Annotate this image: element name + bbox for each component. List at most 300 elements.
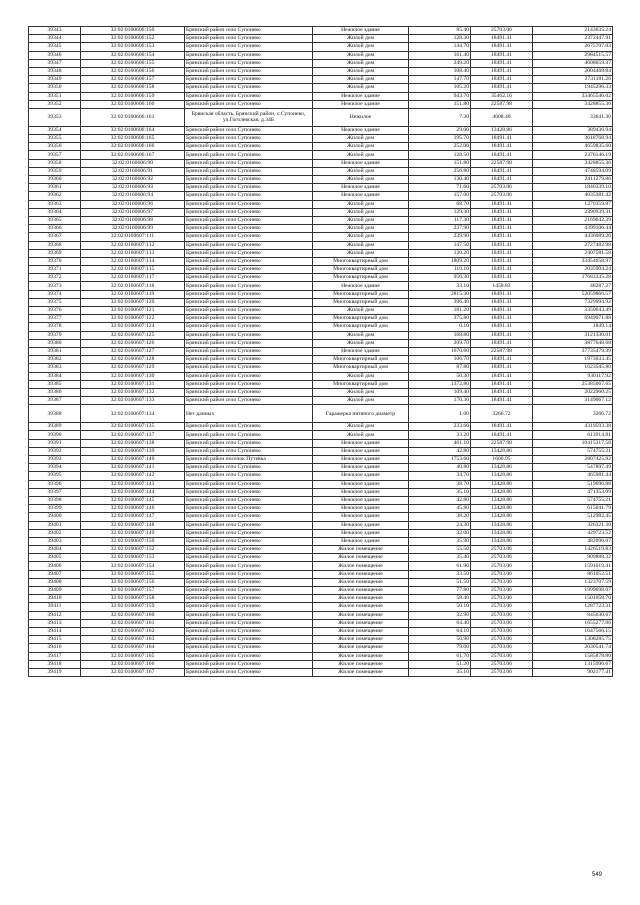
cadastral-number-cell: 32:02:0160607:115 (81, 266, 185, 274)
cadastral-value-cell: 1308285.75 (533, 636, 613, 644)
table-row (29, 84, 613, 92)
cadastral-value-cell: 4399106.44 (533, 225, 613, 233)
cadastral-value-cell: 1270359.87 (533, 200, 613, 208)
row-number-cell: 39417 (29, 652, 81, 660)
specific-value-cell: 18491.41 (471, 388, 533, 396)
area-cell: 79.00 (409, 644, 471, 652)
area-cell: 1670.60 (409, 347, 471, 355)
area-cell: 1809.20 (409, 257, 471, 265)
table-row (29, 208, 613, 216)
table-row (29, 397, 613, 405)
specific-value-cell: 18491.41 (471, 241, 533, 249)
cadastral-value-cell: 4035381.42 (533, 192, 613, 200)
specific-value-cell: 18491.41 (471, 339, 533, 347)
area-cell: 61.90 (409, 562, 471, 570)
specific-value-cell: 18491.41 (471, 151, 533, 159)
object-type-cell: Нежилое здание (313, 513, 409, 521)
row-number-cell: 39400 (29, 513, 81, 521)
object-type-cell: Многоквартирный дом (313, 290, 409, 298)
table-row (29, 380, 613, 388)
object-type-cell: Жилой дом (313, 208, 409, 216)
specific-value-cell: 1600.95 (471, 456, 533, 464)
cadastral-number-cell: 32:02:0160607:142 (81, 472, 185, 480)
area-cell: 108.40 (409, 67, 471, 75)
table-row (29, 233, 613, 241)
table-row (29, 76, 613, 84)
row-number-cell: 39403 (29, 537, 81, 545)
area-cell: 1372.80 (409, 380, 471, 388)
cadastral-number-cell: 32:02:0160606:93 (81, 184, 185, 192)
row-number-cell: 39394 (29, 464, 81, 472)
cadastral-number-cell: 32:02:0160607:134 (81, 405, 185, 423)
object-type-cell: Жилой дом (313, 59, 409, 67)
cadastral-number-cell: 32:02:0160606:161 (81, 108, 185, 126)
table-row (29, 456, 613, 464)
area-cell: 33.20 (409, 431, 471, 439)
table-row (29, 464, 613, 472)
cadastral-number-cell: 32:02:0160606:153 (81, 43, 185, 51)
table-row (29, 347, 613, 355)
object-type-cell: Жилой дом (313, 331, 409, 339)
area-cell: 32.00 (409, 529, 471, 537)
table-row (29, 67, 613, 75)
area-cell: 35.90 (409, 537, 471, 545)
table-row (29, 660, 613, 668)
specific-value-cell: 18491.41 (471, 135, 533, 143)
row-number-cell: 39374 (29, 290, 81, 298)
cadastral-value-cell: 615041.79 (533, 505, 613, 513)
specific-value-cell: 25703.06 (471, 603, 533, 611)
object-type-cell: Многоквартирный дом (313, 364, 409, 372)
row-number-cell: 39353 (29, 108, 81, 126)
cadastral-value-cell: 4319593.38 (533, 423, 613, 431)
area-cell: 58.40 (409, 595, 471, 603)
address-cell: Брянский район село Супонево (185, 578, 313, 586)
table-row (29, 51, 613, 59)
cadastral-number-cell: 32:02:0160607:148 (81, 521, 185, 529)
address-cell: Брянский район село Супонево (185, 331, 313, 339)
address-cell: Брянский район село Супонево (185, 423, 313, 431)
cadastral-value-cell: 326321.30 (533, 521, 613, 529)
cadastral-value-cell: 2411279.86 (533, 176, 613, 184)
row-number-cell: 39368 (29, 241, 81, 249)
address-cell: Брянский район село Супонево (185, 388, 313, 396)
object-type-cell: Нежилое здание (313, 456, 409, 464)
area-cell: 34.70 (409, 472, 471, 480)
specific-value-cell: 25703.06 (471, 611, 533, 619)
cadastral-number-cell: 32:02:0160607:144 (81, 488, 185, 496)
area-cell: 956.30 (409, 274, 471, 282)
object-type-cell: Многоквартирный дом (313, 257, 409, 265)
cadastral-number-cell: 32:02:0160606:156 (81, 67, 185, 75)
object-type-cell: Жилое помещение (313, 611, 409, 619)
area-cell: 1753.60 (409, 456, 471, 464)
object-type-cell: Нежилое здание (313, 159, 409, 167)
address-cell: Брянский район село Супонево (185, 496, 313, 504)
cadastral-value-cell: 7329994.92 (533, 298, 613, 306)
cadastral-value-cell: 6949071.88 (533, 315, 613, 323)
specific-value-cell: 25703.06 (471, 644, 533, 652)
cadastral-number-cell: 32:02:0160606:158 (81, 84, 185, 92)
specific-value-cell: 18491.41 (471, 233, 533, 241)
address-cell: Брянский район село Супонево (185, 537, 313, 545)
cadastral-value-cell: 2030541.74 (533, 644, 613, 652)
row-number-cell: 39383 (29, 364, 81, 372)
cadastral-number-cell: 32:02:0160607:166 (81, 660, 185, 668)
row-number-cell: 39395 (29, 472, 81, 480)
row-number-cell: 39392 (29, 447, 81, 455)
row-number-cell: 39409 (29, 587, 81, 595)
row-number-cell: 39396 (29, 480, 81, 488)
row-number-cell: 39373 (29, 282, 81, 290)
address-cell: Брянский район село Супонево (185, 192, 313, 200)
area-cell: 0.10 (409, 323, 471, 331)
object-type-cell: Жилое помещение (313, 587, 409, 595)
table-row (29, 43, 613, 51)
specific-value-cell: 13428.86 (471, 464, 533, 472)
object-type-cell: Жилой дом (313, 176, 409, 184)
cadastral-value-cell: 1591019.41 (533, 562, 613, 570)
row-number-cell: 39348 (29, 67, 81, 75)
address-cell: Брянский район село Супонево (185, 84, 313, 92)
specific-value-cell: 18491.41 (471, 216, 533, 224)
cadastral-value-cell: 2984515.57 (533, 51, 613, 59)
object-type-cell: Многоквартирный дом (313, 315, 409, 323)
specific-value-cell: 13428.86 (471, 126, 533, 134)
specific-value-cell: 18491.41 (471, 67, 533, 75)
cadastral-number-cell: 32:02:0160607:120 (81, 298, 185, 306)
cadastral-value-cell: 3428855.36 (533, 159, 613, 167)
table-row (29, 578, 613, 586)
specific-value-cell: 25703.06 (471, 546, 533, 554)
table-row (29, 176, 613, 184)
address-cell: Брянский район село Супонево (185, 184, 313, 192)
area-cell: 33.10 (409, 282, 471, 290)
row-number-cell: 39404 (29, 546, 81, 554)
table-row (29, 216, 613, 224)
cadastral-value-cell: 1501058.70 (533, 595, 613, 603)
row-number-cell: 39346 (29, 51, 81, 59)
address-cell: Брянский район село Супонево (185, 364, 313, 372)
address-cell: Брянский район село Супонево (185, 43, 313, 51)
cadastral-value-cell: 2022960.25 (533, 388, 613, 396)
table-row (29, 151, 613, 159)
table-row (29, 108, 613, 126)
table-row (29, 644, 613, 652)
area-cell: 64.10 (409, 627, 471, 635)
object-type-cell: Нежилое здание (313, 464, 409, 472)
object-type-cell: Жилое помещение (313, 578, 409, 586)
area-cell: 195.70 (409, 135, 471, 143)
table-row (29, 100, 613, 108)
area-cell: 35.10 (409, 488, 471, 496)
cadastral-number-cell: 32:02:0160607:128 (81, 356, 185, 364)
address-cell: Брянский район село Супонево (185, 298, 313, 306)
row-number-cell: 39369 (29, 249, 81, 257)
specific-value-cell: 3266.72 (471, 405, 533, 423)
area-cell: 35.10 (409, 668, 471, 676)
row-number-cell: 39408 (29, 578, 81, 586)
object-type-cell: Нежилое (313, 108, 409, 126)
area-cell: 51.50 (409, 578, 471, 586)
area-cell: 106.70 (409, 356, 471, 364)
area-cell: 29.00 (409, 126, 471, 134)
address-cell: Брянский район село Супонево (185, 587, 313, 595)
table-row (29, 488, 613, 496)
specific-value-cell: 18491.41 (471, 143, 533, 151)
specific-value-cell: 18491.41 (471, 423, 533, 431)
cadastral-number-cell: 32:02:0160606:94 (81, 192, 185, 200)
area-cell: 33.50 (409, 570, 471, 578)
specific-value-cell: 35462.16 (471, 92, 533, 100)
address-cell: Брянский район село Супонево (185, 266, 313, 274)
row-number-cell: 39360 (29, 176, 81, 184)
specific-value-cell: 18491.41 (471, 315, 533, 323)
area-cell: 42.80 (409, 496, 471, 504)
row-number-cell: 39372 (29, 274, 81, 282)
cadastral-value-cell: 482096.07 (533, 537, 613, 545)
object-type-cell: Жилой дом (313, 397, 409, 405)
cadastral-value-cell: 2675707.03 (533, 43, 613, 51)
object-type-cell: Нежилое здание (313, 184, 409, 192)
specific-value-cell: 18491.41 (471, 225, 533, 233)
cadastral-number-cell: 32:02:0160606:96 (81, 200, 185, 208)
cadastral-number-cell: 32:02:0160607:117 (81, 274, 185, 282)
specific-value-cell: 13428.86 (471, 472, 533, 480)
area-cell: 55.50 (409, 546, 471, 554)
area-cell: 168.80 (409, 331, 471, 339)
row-number-cell: 39355 (29, 135, 81, 143)
specific-value-cell: 18491.41 (471, 43, 533, 51)
row-number-cell: 39363 (29, 200, 81, 208)
row-number-cell: 39371 (29, 266, 81, 274)
cadastral-value-cell: 3121330.01 (533, 331, 613, 339)
object-type-cell: Нежилое здание (313, 537, 409, 545)
address-cell: Брянский район село Супонево (185, 529, 313, 537)
row-number-cell: 39414 (29, 627, 81, 635)
cadastral-value-cell: 519696.88 (533, 480, 613, 488)
area-cell: 38.70 (409, 480, 471, 488)
row-number-cell: 39399 (29, 505, 81, 513)
object-type-cell: Многоквартирный дом (313, 380, 409, 388)
cadastral-value-cell: 574755.21 (533, 496, 613, 504)
specific-value-cell: 25703.06 (471, 619, 533, 627)
table-row (29, 184, 613, 192)
specific-value-cell: 18491.41 (471, 200, 533, 208)
object-type-cell: Жилой дом (313, 388, 409, 396)
cadastral-value-cell: 33465546.02 (533, 92, 613, 100)
table-row (29, 423, 613, 431)
table-row (29, 266, 613, 274)
address-cell: Брянский район село Супонево (185, 225, 313, 233)
table-row (29, 537, 613, 545)
object-type-cell: Нежилое здание (313, 126, 409, 134)
specific-value-cell: 18491.41 (471, 431, 533, 439)
address-cell: Брянский район село Супонево (185, 159, 313, 167)
row-number-cell: 39384 (29, 372, 81, 380)
row-number-cell: 39382 (29, 356, 81, 364)
specific-value-cell: 25703.06 (471, 554, 533, 562)
table-row (29, 27, 613, 35)
object-type-cell: Жилой дом (313, 43, 409, 51)
area-cell: 128.50 (409, 151, 471, 159)
address-cell: Брянский район село Супонево (185, 660, 313, 668)
object-type-cell: Жилое помещение (313, 595, 409, 603)
specific-value-cell: 22587.98 (471, 100, 533, 108)
row-number-cell: 39365 (29, 216, 81, 224)
address-cell: Брянский район поселок Путевка (185, 456, 313, 464)
address-cell: Брянский район село Супонево (185, 380, 313, 388)
address-cell: Брянский район село Супонево (185, 208, 313, 216)
cadastral-value-cell: 2727482.98 (533, 241, 613, 249)
object-type-cell: Жилой дом (313, 225, 409, 233)
cadastral-number-cell: 32:02:0160606:92 (81, 176, 185, 184)
object-type-cell: Жилой дом (313, 307, 409, 315)
table-row (29, 668, 613, 676)
specific-value-cell: 18491.41 (471, 76, 533, 84)
row-number-cell: 39367 (29, 233, 81, 241)
cadastral-value-cell: 547897.49 (533, 464, 613, 472)
cadastral-value-cell: 25385067.65 (533, 380, 613, 388)
cadastral-number-cell: 32:02:0160607:137 (81, 431, 185, 439)
address-cell: Брянский район село Супонево (185, 356, 313, 364)
row-number-cell: 39405 (29, 554, 81, 562)
object-type-cell: Жилой дом (313, 35, 409, 43)
specific-value-cell: 18491.41 (471, 298, 533, 306)
cadastral-value-cell: 3149067.12 (533, 397, 613, 405)
cadastral-number-cell: 32:02:0160607:159 (81, 603, 185, 611)
specific-value-cell: 22587.98 (471, 159, 533, 167)
table-row (29, 496, 613, 504)
cadastral-value-cell: 4748594.09 (533, 167, 613, 175)
cadastral-value-cell: 2376146.19 (533, 151, 613, 159)
object-type-cell: Нежилое здание (313, 100, 409, 108)
row-number-cell: 39370 (29, 257, 81, 265)
area-cell: 209.70 (409, 339, 471, 347)
area-cell: 943.70 (409, 92, 471, 100)
specific-value-cell: 18491.41 (471, 266, 533, 274)
row-number-cell: 39406 (29, 562, 81, 570)
cadastral-number-cell: 32:02:0160607:131 (81, 380, 185, 388)
object-type-cell: Нежилое здание (313, 192, 409, 200)
table-row (29, 439, 613, 447)
table-row (29, 315, 613, 323)
cadastral-value-cell: 4608059.37 (533, 59, 613, 67)
row-number-cell: 39377 (29, 315, 81, 323)
specific-value-cell: 18491.41 (471, 397, 533, 405)
address-cell: Брянский район село Супонево (185, 627, 313, 635)
address-cell: Брянский район село Супонево (185, 570, 313, 578)
cadastral-number-cell: 32:02:0160607:111 (81, 233, 185, 241)
area-cell: 170.30 (409, 397, 471, 405)
row-number-cell: 39362 (29, 192, 81, 200)
address-cell: Брянский район село Супонево (185, 488, 313, 496)
row-number-cell: 39352 (29, 100, 81, 108)
table-row (29, 290, 613, 298)
object-type-cell: Жилой дом (313, 241, 409, 249)
cadastral-number-cell: 32:02:0160607:119 (81, 290, 185, 298)
cadastral-number-cell: 32:02:0160606:98 (81, 216, 185, 224)
address-cell: Брянский район село Супонево (185, 257, 313, 265)
table-row (29, 135, 613, 143)
address-cell: Брянский район село Супонево (185, 339, 313, 347)
table-row (29, 627, 613, 635)
address-cell: Брянский район село Супонево (185, 652, 313, 660)
address-cell: Брянская область, Брянский район, с.Супонево, ул.Гоголевская, д.34Б (185, 108, 313, 126)
cadastral-number-cell: 32:02:0160606:155 (81, 59, 185, 67)
cadastral-value-cell: 52059866.57 (533, 290, 613, 298)
table-row (29, 356, 613, 364)
area-cell: 161.40 (409, 51, 471, 59)
area-cell: 130.20 (409, 249, 471, 257)
cadastral-number-cell: 32:02:0160607:150 (81, 537, 185, 545)
object-type-cell: Жилое помещение (313, 562, 409, 570)
object-type-cell: Нежилое здание (313, 488, 409, 496)
specific-value-cell: 25703.06 (471, 652, 533, 660)
area-cell: 61.70 (409, 652, 471, 660)
area-cell: 87.80 (409, 364, 471, 372)
specific-value-cell: 25703.06 (471, 595, 533, 603)
object-type-cell: Жилой дом (313, 167, 409, 175)
cadastral-number-cell: 32:02:0160607:145 (81, 496, 185, 504)
row-number-cell: 39356 (29, 143, 81, 151)
address-cell: Брянский район село Супонево (185, 151, 313, 159)
row-number-cell: 39375 (29, 298, 81, 306)
row-number-cell: 39386 (29, 388, 81, 396)
object-type-cell: Жилое помещение (313, 636, 409, 644)
cadastral-value-cell: 930117.92 (533, 372, 613, 380)
row-number-cell: 39390 (29, 431, 81, 439)
address-cell: Брянский район село Супонево (185, 315, 313, 323)
address-cell: Брянский район село Супонево (185, 480, 313, 488)
cadastral-value-cell: 1840339.10 (533, 184, 613, 192)
area-cell: 109.40 (409, 388, 471, 396)
cadastral-number-cell: 32:02:0160606:91 (81, 167, 185, 175)
address-cell: Брянский район село Супонево (185, 143, 313, 151)
object-type-cell: Многоквартирный дом (313, 298, 409, 306)
row-number-cell: 39378 (29, 323, 81, 331)
specific-value-cell: 13428.86 (471, 488, 533, 496)
table-row (29, 167, 613, 175)
table-row (29, 513, 613, 521)
row-number-cell: 39380 (29, 339, 81, 347)
address-cell: Брянский район село Супонево (185, 200, 313, 208)
table-row (29, 652, 613, 660)
object-type-cell: Нежилое здание (313, 505, 409, 513)
specific-value-cell: 13428.86 (471, 496, 533, 504)
cadastral-value-cell: 2143635.24 (533, 27, 613, 35)
address-cell: Брянский район село Супонево (185, 513, 313, 521)
address-cell: Брянский район село Супонево (185, 233, 313, 241)
cadastral-number-cell: 32:02:0160607:156 (81, 578, 185, 586)
row-number-cell: 39379 (29, 331, 81, 339)
row-number-cell: 39402 (29, 529, 81, 537)
cadastral-number-cell: 32:02:0160607:157 (81, 587, 185, 595)
address-cell: Брянский район село Супонево (185, 241, 313, 249)
cadastral-value-cell: 1315996.67 (533, 660, 613, 668)
cadastral-number-cell: 32:02:0160607:129 (81, 364, 185, 372)
table-row (29, 595, 613, 603)
cadastral-number-cell: 32:02:0160607:152 (81, 546, 185, 554)
address-cell: Брянский район село Супонево (185, 67, 313, 75)
area-cell: 40.80 (409, 464, 471, 472)
row-number-cell: 39359 (29, 167, 81, 175)
cadastral-number-cell: 32:02:0160607:118 (81, 282, 185, 290)
cadastral-number-cell: 32:02:0160607:138 (81, 439, 185, 447)
cadastral-value-cell: 845630.67 (533, 611, 613, 619)
cadastral-number-cell: 32:02:0160606:159 (81, 92, 185, 100)
address-cell: Брянский район село Супонево (185, 100, 313, 108)
